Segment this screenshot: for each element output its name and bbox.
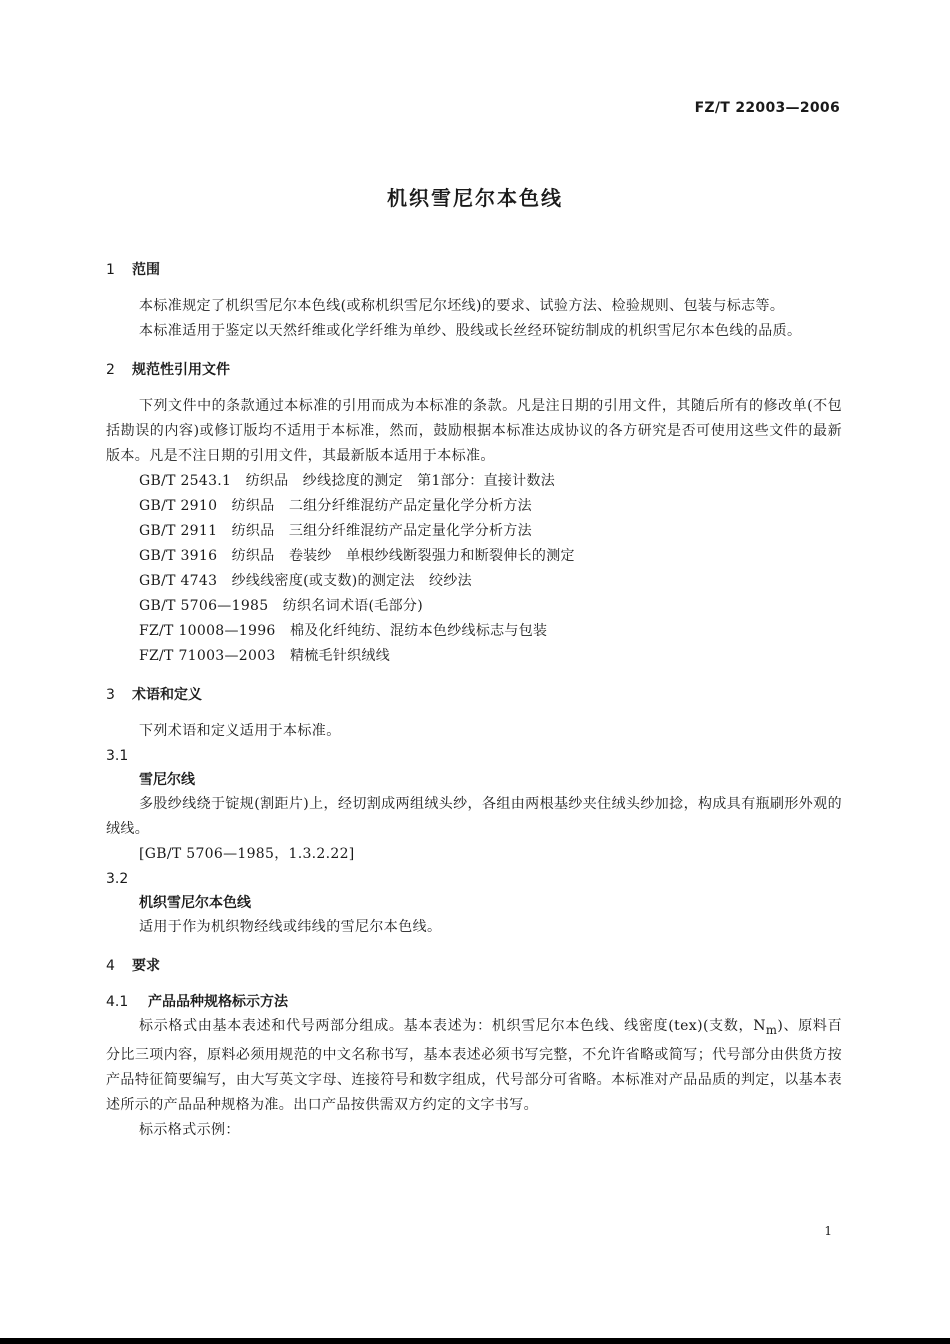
section-1-paragraph-1: 本标准规定了机织雪尼尔本色线(或称机织雪尼尔坯线)的要求、试验方法、检验规则、包装与标志等。 (139, 298, 785, 314)
reference-item: FZ/T 71003—2003 精梳毛针织绒线 (139, 648, 391, 664)
section-1-heading: 1 范围 (106, 262, 160, 278)
reference-item: GB/T 2911 纺织品 三组分纤维混纺产品定量化学分析方法 (139, 523, 532, 539)
example-label: 标示格式示例： (139, 1121, 240, 1138)
term-name: 机织雪尼尔本色线 (139, 895, 251, 911)
bottom-border (0, 1338, 950, 1344)
section-3-intro: 下列术语和定义适用于本标准。 (139, 723, 341, 739)
term-number: 3.1 (106, 748, 129, 764)
reference-item: GB/T 2910 纺织品 二组分纤维混纺产品定量化学分析方法 (139, 498, 532, 514)
subsection-4-1-paragraph: 标示格式由基本表述和代号两部分组成。基本表述为：机织雪尼尔本色线、线密度(tex)(支数，$N_m$)、原料百分比三项内容，原料必须用规范的中文名称书写，基本表述必须书写完整，不允许省略或简写；代号部分由供货方按产品特征简要编写，由大写英文字母、连接符号和数字组成，代号部分可省略。本标准对产品品质的判定，以基本表述所示的产品品种规格为准。出口产品按供需双方约定的文字书写。 (106, 1018, 842, 1113)
section-3-heading: 3 术语和定义 (106, 687, 202, 703)
reference-item: GB/T 5706—1985 纺织名词术语(毛部分) (139, 598, 423, 614)
page-number: 1 (824, 1224, 832, 1238)
section-4-heading: 4 要求 (106, 958, 160, 974)
section-2-intro: 下列文件中的条款通过本标准的引用而成为本标准的条款。凡是注日期的引用文件，其随后所有的修改单(不包括勘误的内容)或修订版均不适用于本标准，然而，鼓励根据本标准达成协议的各方研究是否可使用这些文件的最新版本。凡是不注日期的引用文件，其最新版本适用于本标准。 (106, 398, 842, 464)
document-body (106, 258, 842, 1143)
document-title: 机织雪尼尔本色线 (387, 186, 563, 210)
reference-item: GB/T 4743 纱线线密度(或支数)的测定法 绞纱法 (139, 573, 472, 589)
subsection-4-1-heading: 4.1 产品品种规格标示方法 (106, 994, 288, 1010)
section-2-heading: 2 规范性引用文件 (106, 362, 230, 378)
term-definition: 多股纱线绕于锭规(割距片)上，经切割成两组绒头纱，各组由两根基纱夹住绒头纱加捻，构成具有瓶刷形外观的绒线。 (106, 796, 842, 837)
reference-item: GB/T 2543.1 纺织品 纱线捻度的测定 第1部分：直接计数法 (139, 473, 556, 489)
term-number: 3.2 (106, 871, 129, 887)
term-source: [GB/T 5706—1985，1.3.2.22] (139, 846, 355, 862)
reference-item: GB/T 3916 纺织品 卷装纱 单根纱线断裂强力和断裂伸长的测定 (139, 548, 575, 564)
term-name: 雪尼尔线 (139, 772, 195, 788)
standard-code: FZ/T 22003—2006 (694, 100, 840, 116)
term-definition: 适用于作为机织物经线或纬线的雪尼尔本色线。 (139, 919, 442, 935)
reference-item: FZ/T 10008—1996 棉及化纤纯纺、混纺本色纱线标志与包装 (139, 623, 548, 639)
section-1-paragraph-2: 本标准适用于鉴定以天然纤维或化学纤维为单纱、股线或长丝经环锭纺制成的机织雪尼尔本色线的品质。 (139, 323, 802, 339)
